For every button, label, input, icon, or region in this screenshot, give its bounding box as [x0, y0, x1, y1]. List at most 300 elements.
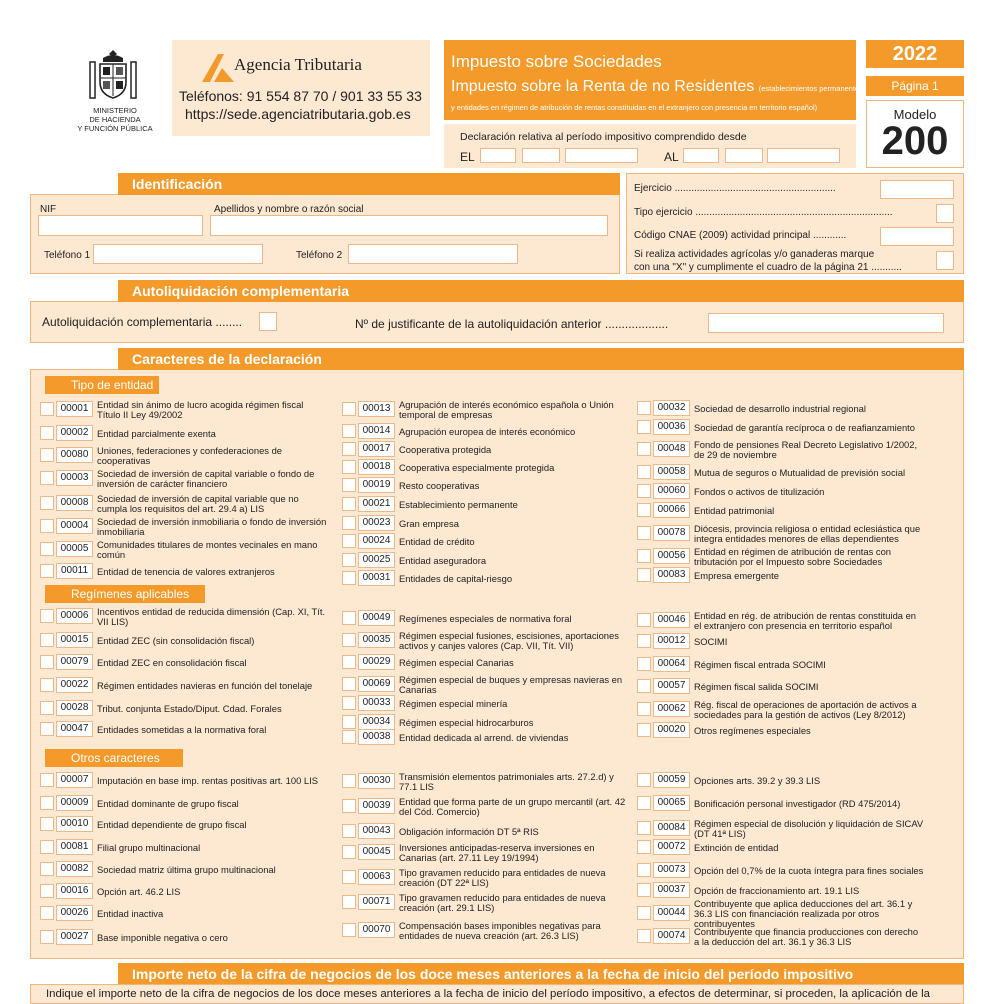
option-label-text: Entidad ZEC (sin consolidación fiscal)	[97, 635, 255, 646]
phone2-label: Teléfono 2	[296, 250, 343, 261]
nif-label: NIF	[40, 204, 57, 215]
year-badge	[866, 40, 964, 68]
checkbox[interactable]	[342, 442, 356, 456]
checkbox-option-00083[interactable]	[637, 564, 932, 588]
option-code: 00065	[653, 795, 690, 811]
option-label-text: Régimen especial minería	[399, 698, 508, 709]
option-label	[97, 902, 327, 926]
checkbox-option-00010[interactable]	[40, 813, 335, 837]
phone2-input[interactable]	[348, 244, 518, 264]
checkbox[interactable]	[342, 402, 356, 416]
checkbox[interactable]	[342, 774, 356, 788]
checkbox-option-00008[interactable]	[40, 492, 335, 516]
option-label	[694, 653, 924, 677]
option-label	[399, 770, 629, 794]
option-code: 00032	[653, 400, 690, 416]
checkbox-option-00066[interactable]	[637, 499, 932, 523]
checkbox-option-00082[interactable]	[40, 858, 335, 882]
checkbox-option-00057[interactable]	[637, 675, 932, 699]
option-code: 00079	[56, 654, 93, 670]
checkbox[interactable]	[637, 549, 651, 563]
option-code: 00058	[653, 464, 690, 480]
option-label-text: Mutua de seguros o Mutualidad de previsión social	[694, 467, 906, 478]
checkbox[interactable]	[40, 496, 54, 510]
modelo-label: Modelo	[893, 107, 937, 122]
checkbox-option-00031[interactable]	[342, 567, 637, 591]
checkbox-option-00012[interactable]	[637, 630, 932, 654]
period-end-year-input[interactable]	[767, 148, 840, 163]
option-label	[399, 866, 629, 890]
autoliquidacion-header: Autoliquidación complementaria	[118, 280, 964, 302]
checkbox[interactable]	[342, 571, 356, 585]
option-label	[97, 926, 327, 950]
checkbox[interactable]	[637, 929, 651, 943]
option-label	[399, 567, 629, 591]
period-end-day-input[interactable]	[683, 148, 719, 163]
ministry-line: MINISTERIO	[93, 106, 137, 115]
option-label	[399, 726, 629, 750]
name-label: Apellidos y nombre o razón social	[214, 204, 364, 215]
checkbox[interactable]	[342, 633, 356, 647]
checkbox[interactable]	[637, 634, 651, 648]
checkbox-option-00003[interactable]	[40, 467, 335, 491]
option-code: 00010	[56, 816, 93, 832]
option-label	[694, 675, 924, 699]
option-code: 00003	[56, 470, 93, 486]
option-label	[399, 607, 629, 631]
option-code: 00023	[358, 515, 395, 531]
checkbox[interactable]	[342, 553, 356, 567]
page-text: Página 1	[891, 79, 939, 93]
cnae-input[interactable]	[880, 227, 954, 246]
checkbox-option-00001[interactable]	[40, 398, 335, 422]
option-label-text: Régimen especial de disolución y liquidación de SICAV (DT 41ª LIS)	[694, 818, 924, 839]
checkbox[interactable]	[342, 923, 356, 937]
option-label-text: Sociedad de inversión de capital variable o fondo de inversión de carácter financiero	[97, 468, 315, 489]
checkbox[interactable]	[40, 722, 54, 736]
option-label-text: SOCIMI	[694, 636, 728, 647]
checkbox[interactable]	[40, 930, 54, 944]
checkbox[interactable]	[637, 883, 651, 897]
option-code: 00063	[358, 869, 395, 885]
agric-label-2: con una "X" y cumplimente el cuadro de la página 21 ...........	[634, 262, 902, 273]
checkbox[interactable]	[40, 633, 54, 647]
checkbox[interactable]	[342, 730, 356, 744]
option-label	[694, 898, 924, 929]
option-code: 00078	[653, 525, 690, 541]
agric-checkbox[interactable]	[936, 251, 954, 270]
tipo-ejercicio-label: Tipo ejercicio .......................................................................	[634, 207, 893, 218]
option-code: 00064	[653, 656, 690, 672]
checkbox-option-00029[interactable]	[342, 651, 637, 675]
regimenes-tab: Regímenes aplicables	[45, 585, 205, 603]
option-code: 00066	[653, 502, 690, 518]
option-code: 00022	[56, 677, 93, 693]
checkbox[interactable]	[342, 845, 356, 859]
option-label-text: Régimen especial fusiones, escisiones, aportaciones activos y canjes valores (Cap. VII, Tít. VII)	[399, 630, 619, 651]
option-code: 00059	[653, 772, 690, 788]
checkbox[interactable]	[637, 613, 651, 627]
checkbox[interactable]	[637, 840, 651, 854]
option-label	[97, 398, 327, 422]
option-code: 00013	[358, 401, 395, 417]
option-label-text: Régimen especial de buques y empresas navieras en Canarias	[399, 674, 623, 695]
option-label-text: Régimen fiscal salida SOCIMI	[694, 681, 819, 692]
option-code: 00084	[653, 820, 690, 836]
period-start-year-input[interactable]	[565, 148, 638, 163]
option-code: 00038	[358, 729, 395, 745]
agency-block	[172, 40, 430, 136]
option-code: 00070	[358, 922, 395, 938]
checkbox-option-00044[interactable]	[637, 898, 932, 929]
agric-label-1: Si realiza actividades agrícolas y/o ganaderas marque	[634, 249, 875, 260]
option-label	[694, 836, 924, 860]
name-input[interactable]	[210, 215, 608, 236]
agency-name: Agencia Tributaria	[234, 55, 362, 74]
option-label-text: Filial grupo multinacional	[97, 842, 201, 853]
option-label	[97, 605, 327, 629]
checkbox-option-00074[interactable]	[637, 925, 932, 949]
checkbox[interactable]	[342, 696, 356, 710]
title-line2-small: (establecimientos permanentes	[758, 84, 863, 93]
option-label-text: Regímenes especiales de normativa foral	[399, 613, 572, 624]
period-start-day-input[interactable]	[480, 148, 516, 163]
checkbox[interactable]	[40, 519, 54, 533]
option-code: 00009	[56, 795, 93, 811]
checkbox[interactable]	[342, 895, 356, 909]
importe-header: Importe neto de la cifra de negocios de los doce meses anteriores a la fecha de inicio del período impositivo	[118, 963, 964, 985]
checkbox[interactable]	[637, 796, 651, 810]
option-code: 00006	[56, 608, 93, 624]
option-code: 00025	[358, 552, 395, 568]
year-text: 2022	[892, 43, 938, 65]
checkbox[interactable]	[637, 863, 651, 877]
spain-coat-of-arms-icon	[86, 48, 140, 104]
option-label-text: Comunidades titulares de montes vecinales en mano común	[97, 539, 318, 560]
checkbox[interactable]	[637, 401, 651, 415]
otros-caracteres-tab: Otros caracteres	[45, 749, 183, 767]
option-code: 00072	[653, 839, 690, 855]
checkbox[interactable]	[342, 611, 356, 625]
checkbox[interactable]	[40, 678, 54, 692]
option-label	[694, 792, 924, 816]
option-label	[97, 538, 327, 562]
option-label-text: Entidades sometidas a la normativa foral	[97, 724, 267, 735]
checkbox-option-00081[interactable]	[40, 836, 335, 860]
title-line1: Impuesto sobre Sociedades	[451, 52, 662, 71]
option-label-text: Contribuyente que financia producciones con derecho a la deducción del art. 36.1 y 36.3 LIS	[694, 926, 919, 947]
importe-text: Indique el importe neto de la cifra de negocios de los doce meses anteriores a la fecha de inicio del período impositivo, a efectos de determinar, si proceden, la aplicación de la	[46, 988, 930, 1000]
checkbox[interactable]	[40, 609, 54, 623]
checkbox[interactable]	[637, 723, 651, 737]
option-label-text: Opción del 0,7% de la cuota íntegra para fines sociales	[694, 865, 924, 876]
tipo-entidad-tab: Tipo de entidad	[45, 376, 159, 394]
option-code: 00048	[653, 441, 690, 457]
checkbox[interactable]	[342, 497, 356, 511]
option-label-text: Base imponible negativa o cero	[97, 932, 228, 943]
option-label-text: Sociedad matriz última grupo multinacional	[97, 864, 276, 875]
option-label-text: Entidad dominante de grupo fiscal	[97, 798, 239, 809]
checkbox[interactable]	[40, 701, 54, 715]
identificacion-header: Identificación	[118, 173, 620, 195]
checkbox-option-00006[interactable]	[40, 605, 335, 629]
option-code: 00080	[56, 447, 93, 463]
option-label-text: Agrupación de interés económico española o Unión temporal de empresas	[399, 399, 614, 420]
checkbox[interactable]	[40, 564, 54, 578]
option-label-text: Extinción de entidad	[694, 842, 779, 853]
checkbox-option-00038[interactable]	[342, 726, 637, 750]
option-code: 00036	[653, 419, 690, 435]
checkbox[interactable]	[40, 448, 54, 462]
option-label-text: Opciones arts. 39.2 y 39.3 LIS	[694, 775, 821, 786]
checkbox[interactable]	[40, 426, 54, 440]
option-label	[694, 925, 924, 949]
checkbox-option-00071[interactable]	[342, 891, 637, 915]
option-label-text: Entidad que forma parte de un grupo mercantil (art. 42 del Cód. Comercio)	[399, 796, 626, 817]
option-code: 00083	[653, 567, 690, 583]
checkbox-option-00004[interactable]	[40, 515, 335, 539]
checkbox[interactable]	[40, 402, 54, 416]
option-code: 00001	[56, 401, 93, 417]
option-code: 00005	[56, 541, 93, 557]
phone1-input[interactable]	[93, 244, 263, 264]
option-label	[694, 719, 924, 743]
checkbox[interactable]	[637, 442, 651, 456]
option-code: 00021	[358, 496, 395, 512]
tax-title-block	[444, 40, 863, 120]
checkbox[interactable]	[40, 655, 54, 669]
checkbox[interactable]	[637, 420, 651, 434]
checkbox[interactable]	[342, 516, 356, 530]
option-label-text: Compensación bases imponibles negativas para entidades de nueva creación (art. 26.3 LIS)	[399, 920, 601, 941]
checkbox-option-00049[interactable]	[342, 607, 637, 631]
period-block	[444, 124, 856, 168]
option-label-text: Agrupación europea de interés económico	[399, 426, 576, 437]
checkbox[interactable]	[40, 840, 54, 854]
checkbox[interactable]	[637, 484, 651, 498]
checkbox[interactable]	[342, 799, 356, 813]
option-label-text: Régimen especial Canarias	[399, 657, 514, 668]
option-code: 00029	[358, 654, 395, 670]
checkbox-option-00022[interactable]	[40, 674, 335, 698]
option-label-text: Entidad ZEC en consolidación fiscal	[97, 657, 247, 668]
option-label-text: Cooperativa protegida	[399, 444, 492, 455]
option-code: 00060	[653, 483, 690, 499]
option-label-text: Entidad de crédito	[399, 536, 475, 547]
agency-logo-icon	[200, 52, 236, 84]
complementaria-label: Autoliquidación complementaria ........	[42, 315, 243, 329]
option-label-text: Opción art. 46.2 LIS	[97, 886, 181, 897]
option-code: 00046	[653, 612, 690, 628]
option-code: 00057	[653, 678, 690, 694]
option-code: 00037	[653, 882, 690, 898]
checkbox-option-00016[interactable]	[40, 880, 335, 904]
option-label-text: Tipo gravamen reducido para entidades de nueva creación (DT 22ª LIS)	[399, 867, 606, 888]
option-label-text: Incentivos entidad de reducida dimensión (Cap. XI, Tít. VII LIS)	[97, 606, 326, 627]
ejercicio-input[interactable]	[880, 180, 954, 199]
option-code: 00019	[358, 477, 395, 493]
checkbox-option-00064[interactable]	[637, 653, 932, 677]
complementaria-checkbox[interactable]	[259, 312, 277, 331]
option-label	[399, 891, 629, 915]
checkbox-option-00015[interactable]	[40, 629, 335, 653]
checkbox[interactable]	[637, 568, 651, 582]
checkbox[interactable]	[637, 821, 651, 835]
option-code: 00049	[358, 610, 395, 626]
option-label	[97, 769, 327, 793]
option-code: 00018	[358, 459, 395, 475]
option-code: 00027	[56, 929, 93, 945]
option-label	[694, 438, 924, 462]
cnae-label: Código CNAE (2009) actividad principal ............	[634, 230, 847, 241]
option-code: 00074	[653, 928, 690, 944]
ministry-line: Y FUNCIÓN PÚBLICA	[77, 124, 153, 133]
checkbox-option-00048[interactable]	[637, 438, 932, 462]
checkbox-option-00072[interactable]	[637, 836, 932, 860]
option-label-text: Obligación información DT 5ª RIS	[399, 826, 539, 837]
checkbox[interactable]	[342, 677, 356, 691]
option-label	[97, 813, 327, 837]
checkbox[interactable]	[40, 796, 54, 810]
option-label-text: Cooperativa especialmente protegida	[399, 462, 555, 473]
option-label-text: Diócesis, provincia religiosa o entidad eclesiástica que integra entidades menores de ellas dependientes	[694, 523, 921, 544]
checkbox-option-00059[interactable]	[637, 769, 932, 793]
option-label-text: Opción de fraccionamiento art. 19.1 LIS	[694, 885, 860, 896]
option-label-text: Sociedad de garantía recíproca o de reafianzamiento	[694, 422, 915, 433]
checkbox[interactable]	[342, 870, 356, 884]
option-label-text: Entidad en régimen de atribución de rentas con tributación por el Impuesto sobre Sociedades	[694, 546, 892, 567]
checkbox-option-00035[interactable]	[342, 629, 637, 653]
option-label	[97, 858, 327, 882]
checkbox[interactable]	[342, 534, 356, 548]
checkbox-option-00026[interactable]	[40, 902, 335, 926]
period-start-month-input[interactable]	[522, 148, 560, 163]
option-label-text: Transmisión elementos patrimoniales arts. 27.2.d) y 77.1 LIS	[399, 771, 614, 792]
ministry-line: DE HACIENDA	[89, 115, 141, 124]
agency-website[interactable]: https://sede.agenciatributaria.gob.es	[185, 106, 411, 122]
checkbox-option-00030[interactable]	[342, 770, 637, 794]
modelo-box	[866, 100, 964, 168]
option-label-text: Régimen especial hidrocarburos	[399, 717, 534, 728]
tipo-ejercicio-input[interactable]	[936, 204, 954, 223]
option-label-text: Imputación en base imp. rentas positivas art. 100 LIS	[97, 775, 318, 786]
checkbox[interactable]	[637, 702, 651, 716]
checkbox[interactable]	[637, 773, 651, 787]
option-label	[399, 629, 629, 653]
option-label-text: Entidad inactiva	[97, 908, 164, 919]
checkbox[interactable]	[637, 906, 651, 920]
option-label-text: Uniones, federaciones y confederaciones de cooperativas	[97, 445, 283, 466]
checkbox-option-00005[interactable]	[40, 538, 335, 562]
period-label: Declaración relativa al período impositivo comprendido desde	[460, 131, 747, 143]
option-code: 00033	[358, 695, 395, 711]
checkbox[interactable]	[637, 465, 651, 479]
option-label-text: Tribut. conjunta Estado/Diput. Cdad. Forales	[97, 703, 282, 714]
option-label	[694, 630, 924, 654]
option-label-text: Entidad aseguradora	[399, 555, 487, 566]
option-label-text: Fondo de pensiones Real Decreto Legislativo 1/2002, de 29 de noviembre	[694, 439, 918, 460]
checkbox[interactable]	[637, 679, 651, 693]
checkbox-option-00011[interactable]	[40, 560, 335, 584]
checkbox[interactable]	[637, 526, 651, 540]
checkbox-option-00047[interactable]	[40, 718, 335, 742]
option-label-text: Régimen entidades navieras en función del tonelaje	[97, 680, 313, 691]
option-label	[97, 836, 327, 860]
checkbox-option-00065[interactable]	[637, 792, 932, 816]
checkbox-option-00063[interactable]	[342, 866, 637, 890]
checkbox[interactable]	[342, 655, 356, 669]
option-label-text: Inversiones anticipadas-reserva inversiones en Canarias (art. 27.11 Ley 19/1994)	[399, 842, 595, 863]
checkbox-option-00020[interactable]	[637, 719, 932, 743]
option-code: 00030	[358, 773, 395, 789]
option-label-text: Régimen fiscal entrada SOCIMI	[694, 659, 826, 670]
checkbox[interactable]	[342, 824, 356, 838]
checkbox-option-00007[interactable]	[40, 769, 335, 793]
checkbox-option-00002[interactable]	[40, 422, 335, 446]
justificante-input[interactable]	[708, 313, 944, 333]
checkbox-option-00027[interactable]	[40, 926, 335, 950]
option-label	[97, 718, 327, 742]
checkbox-option-00078[interactable]	[637, 522, 932, 546]
option-label	[97, 422, 327, 446]
checkbox[interactable]	[342, 478, 356, 492]
option-label-text: Resto cooperativas	[399, 480, 480, 491]
option-label-text: Establecimiento permanente	[399, 499, 518, 510]
checkbox-option-00079[interactable]	[40, 651, 335, 675]
checkbox[interactable]	[342, 424, 356, 438]
option-label	[399, 398, 629, 422]
option-code: 00015	[56, 632, 93, 648]
checkbox-option-00036[interactable]	[637, 416, 932, 440]
checkbox-option-00013[interactable]	[342, 398, 637, 422]
justificante-label: Nº de justificante de la autoliquidación anterior ...................	[355, 317, 669, 331]
nif-input[interactable]	[38, 215, 203, 236]
option-code: 00082	[56, 861, 93, 877]
checkbox-option-00045[interactable]	[342, 841, 637, 865]
option-label	[694, 769, 924, 793]
option-label-text: Entidad parcialmente exenta	[97, 428, 216, 439]
checkbox-option-00039[interactable]	[342, 795, 637, 819]
checkbox-option-00070[interactable]	[342, 919, 637, 943]
option-label	[97, 467, 327, 491]
checkbox[interactable]	[637, 657, 651, 671]
option-label	[97, 515, 327, 539]
checkbox[interactable]	[40, 884, 54, 898]
page-badge	[866, 76, 964, 96]
checkbox[interactable]	[40, 542, 54, 556]
option-label	[97, 629, 327, 653]
option-label-text: Entidad dependiente de grupo fiscal	[97, 819, 247, 830]
option-code: 00069	[358, 676, 395, 692]
period-end-month-input[interactable]	[725, 148, 763, 163]
agency-phones: Teléfonos: 91 554 87 70 / 901 33 55 33	[179, 88, 422, 104]
option-code: 00039	[358, 798, 395, 814]
option-label	[399, 795, 629, 819]
checkbox[interactable]	[40, 906, 54, 920]
option-code: 00024	[358, 533, 395, 549]
checkbox[interactable]	[40, 773, 54, 787]
al-label: AL	[664, 150, 679, 164]
phone1-label: Teléfono 1	[44, 250, 91, 261]
option-code: 00028	[56, 700, 93, 716]
checkbox[interactable]	[40, 471, 54, 485]
checkbox[interactable]	[342, 460, 356, 474]
checkbox[interactable]	[40, 862, 54, 876]
title-line2	[451, 78, 863, 96]
checkbox[interactable]	[40, 817, 54, 831]
checkbox[interactable]	[637, 503, 651, 517]
checkbox-option-00080[interactable]	[40, 444, 335, 468]
